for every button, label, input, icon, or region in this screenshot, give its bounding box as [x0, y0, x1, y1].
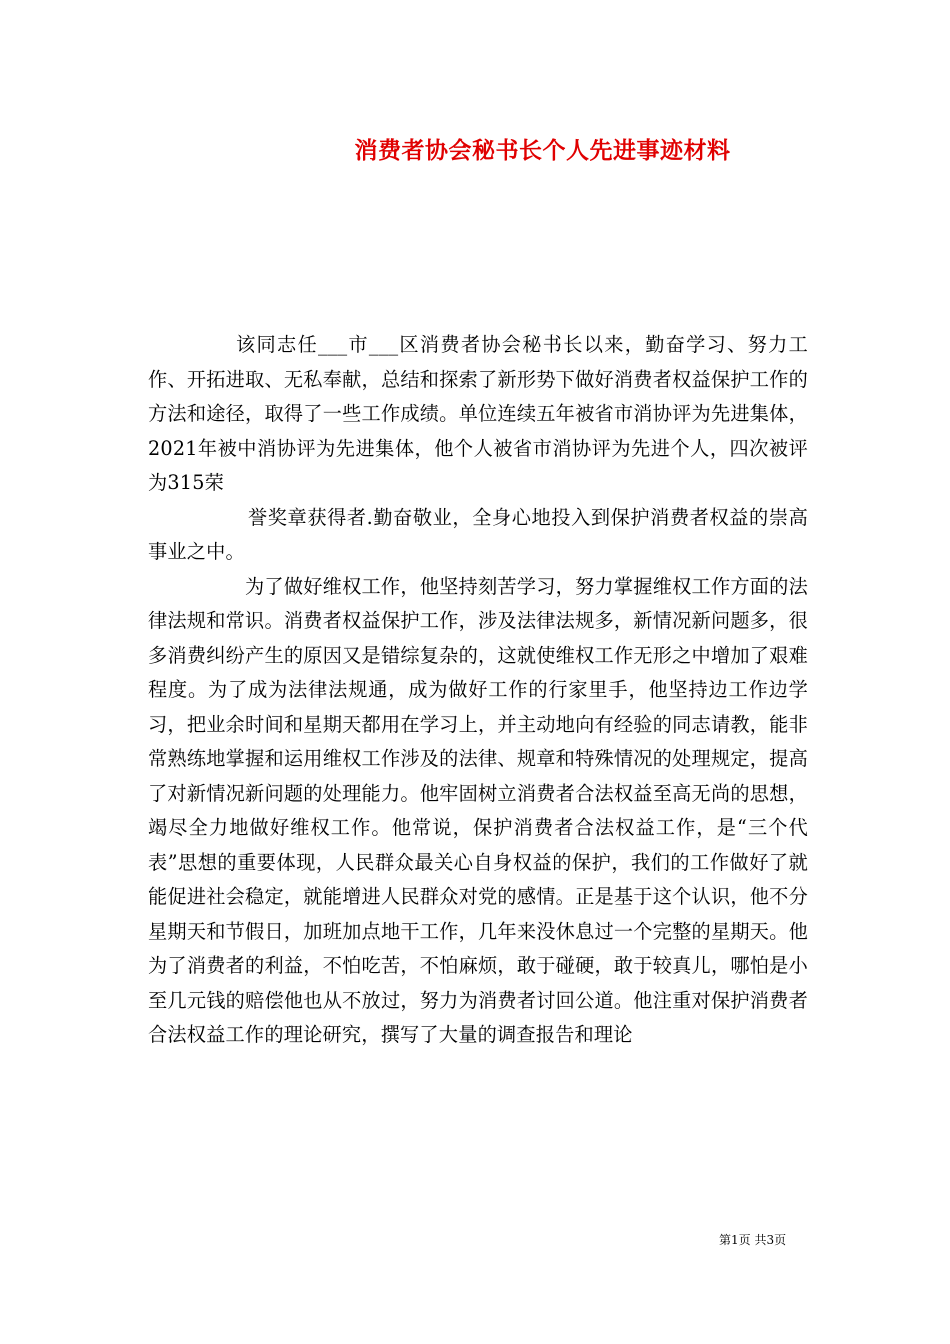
paragraph-honor: 誉奖章获得者.勤奋敬业，全身心地投入到保护消费者权益的崇高事业之中。: [148, 505, 808, 563]
document-title: 消费者协会秘书长个人先进事迹材料: [354, 137, 731, 164]
document-body: [148, 328, 808, 1053]
page-number: 第1页 共3页: [719, 1233, 787, 1247]
paragraph-intro: 该同志任___市___区消费者协会秘书长以来，勤奋学习、努力工作、开拓进取、无私奉献，总结和探索了新形势下做好消费者权益保护工作的方法和途径，取得了一些工作成绩。单位连续五年被省市消协评为先进集体，2021年被中消协评为先进集体，他个人被省市消协评为先进个人，四次被评为315荣: [148, 333, 808, 494]
paragraph-study: 为了做好维权工作，他坚持刻苦学习，努力掌握维权工作方面的法律法规和常识。消费者权益保护工作，涉及法律法规多，新情况新问题多，很多消费纠纷产生的原因又是错综复杂的，这就使维权工作无形之中增加了艰难程度。为了成为法律法规通，成为做好工作的行家里手，他坚持边工作边学习，把业余时间和星期天都用在学习上，并主动地向有经验的同志请教，能非常熟练地掌握和运用维权工作涉及的法律、规章和特殊情况的处理规定，提高了对新情况新问题的处理能力。他牢固树立消费者合法权益至高无尚的思想，竭尽全力地做好维权工作。他常说，保护消费者合法权益工作，是“三个代表”思想的重要体现，人民群众最关心自身权益的保护，我们的工作做好了就能促进社会稳定，就能增进人民群众对党的感情。正是基于这个认识，他不分星期天和节假日，加班加点地干工作，几年来没休息过一个完整的星期天。他为了消费者的利益，不怕吃苦，不怕麻烦，敢于碰硬，敢于较真儿，哪怕是小至几元钱的赔偿他也从不放过，努力为消费者讨回公道。他注重对保护消费者合法权益工作的理论研究，撰写了大量的调查报告和理论: [148, 574, 808, 1046]
